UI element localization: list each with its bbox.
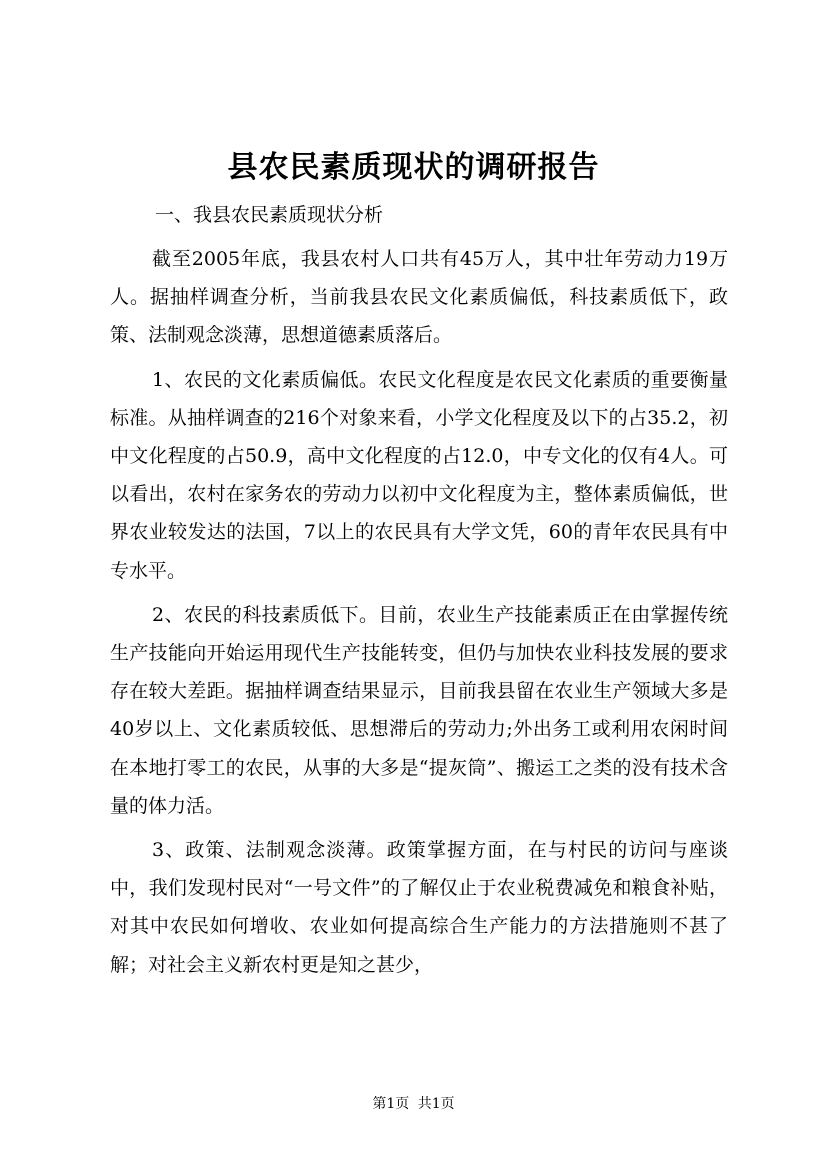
paragraph-population: 截至2005年底，我县农村人口共有45万人，其中壮年劳动力19万人。据抽样调查分析，当前我县农民文化素质偏低，科技素质低下，政策、法制观念淡薄，思想道德素质落后。 — [110, 248, 728, 347]
document-title: 县农民素质现状的调研报告 — [227, 150, 600, 185]
page-footer — [0, 1094, 827, 1114]
document-body — [110, 196, 728, 984]
paragraph-culture-quality: 1、农民的文化素质偏低。农民文化程度是农民文化素质的重要衡量标准。从抽样调查的216个对象来看，小学文化程度及以下的占35.2，初中文化程度的占50.9，高中文化程度的占12.0，中专文化的仅有4人。可以看出，农村在家务农的劳动力以初中文化程度为主，整体素质偏低，世界农业较发达的法国，7以上的农民具有大学文凭，60的青年农民具有中专水平。 — [110, 368, 728, 582]
paragraph-policy-awareness: 3、政策、法制观念淡薄。政策掌握方面，在与村民的访问与座谈中，我们发现村民对“一号文件”的了解仅止于农业税费减免和粮食补贴，对其中农民如何增收、农业如何提高综合生产能力的方法措施则不甚了解；对社会主义新农村更是知之甚少， — [110, 839, 728, 976]
page-total: 共1页 — [417, 1096, 455, 1112]
section-heading: 一、我县农民素质现状分析 — [155, 204, 384, 226]
page-number: 第1页 — [372, 1096, 410, 1112]
paragraph-tech-quality: 2、农民的科技素质低下。目前，农业生产技能素质正在由掌握传统生产技能向开始运用现代生产技能转变，但仍与加快农业科技发展的要求存在较大差距。据抽样调查结果显示，目前我县留在农业生产领域大多是40岁以上、文化素质较低、思想滞后的劳动力;外出务工或利用农闲时间在本地打零工的农民，从事的大多是“提灰筒”、搬运工之类的没有技术含量的体力活。 — [110, 603, 728, 817]
